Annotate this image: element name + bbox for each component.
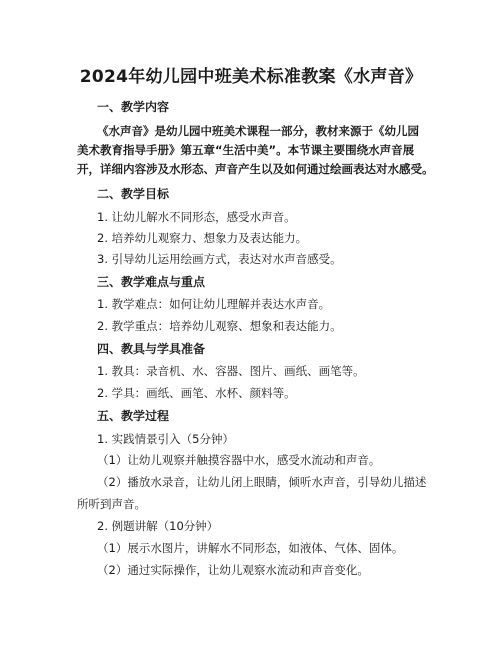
list-item: 2. 例题讲解（10分钟） <box>97 519 219 533</box>
section-heading-process: 五、教学过程 <box>97 409 170 423</box>
list-item: 2. 培养幼儿观察力、想象力及表达能力。 <box>97 231 308 245</box>
list-item: 1. 教具：录音机、水、容器、图片、画纸、画笔等。 <box>97 364 365 378</box>
section-heading-objectives: 二、教学目标 <box>97 187 170 201</box>
paragraph-line: 美术教育指导手册》第五章“生活中美”。本节课主要围绕水声音展 <box>77 143 415 157</box>
list-item: 1. 实践情景引入（5分钟） <box>97 432 234 446</box>
list-item-continuation: 所听到声音。 <box>77 497 146 511</box>
list-item: 2. 学具：画纸、画笔、水杯、颜料等。 <box>97 386 296 400</box>
list-item: （2）播放水录音，让幼儿闭上眼睛，倾听水声音，引导幼儿描述 <box>97 475 427 489</box>
paragraph-line: 开，详细内容涉及水形态、声音产生以及如何通过绘画表达对水感受。 <box>77 162 434 176</box>
list-item: 3. 引导幼儿运用绘画方式，表达对水声音感受。 <box>97 252 342 266</box>
paragraph-line: 《水声音》是幼儿园中班美术课程一部分，教材来源于《幼儿园 <box>97 124 419 138</box>
section-heading-difficulties: 三、教学难点与重点 <box>97 275 206 289</box>
document-title: 2024年幼儿园中班美术标准教案《水声音》 <box>79 67 423 87</box>
list-item: 1. 教学难点：如何让幼儿理解并表达水声音。 <box>97 297 331 311</box>
list-item: （1）让幼儿观察并触摸容器中水，感受水流动和声音。 <box>97 453 381 467</box>
list-item: 2. 教学重点：培养幼儿观察、想象和表达能力。 <box>97 319 342 333</box>
section-heading-content: 一、教学内容 <box>97 100 170 114</box>
list-item: （1）展示水图片，讲解水不同形态，如液体、气体、固体。 <box>97 541 404 555</box>
list-item: （2）通过实际操作，让幼儿观察水流动和声音变化。 <box>97 563 369 577</box>
list-item: 1. 让幼儿解水不同形态，感受水声音。 <box>97 210 296 224</box>
section-heading-materials: 四、教具与学具准备 <box>97 342 206 356</box>
